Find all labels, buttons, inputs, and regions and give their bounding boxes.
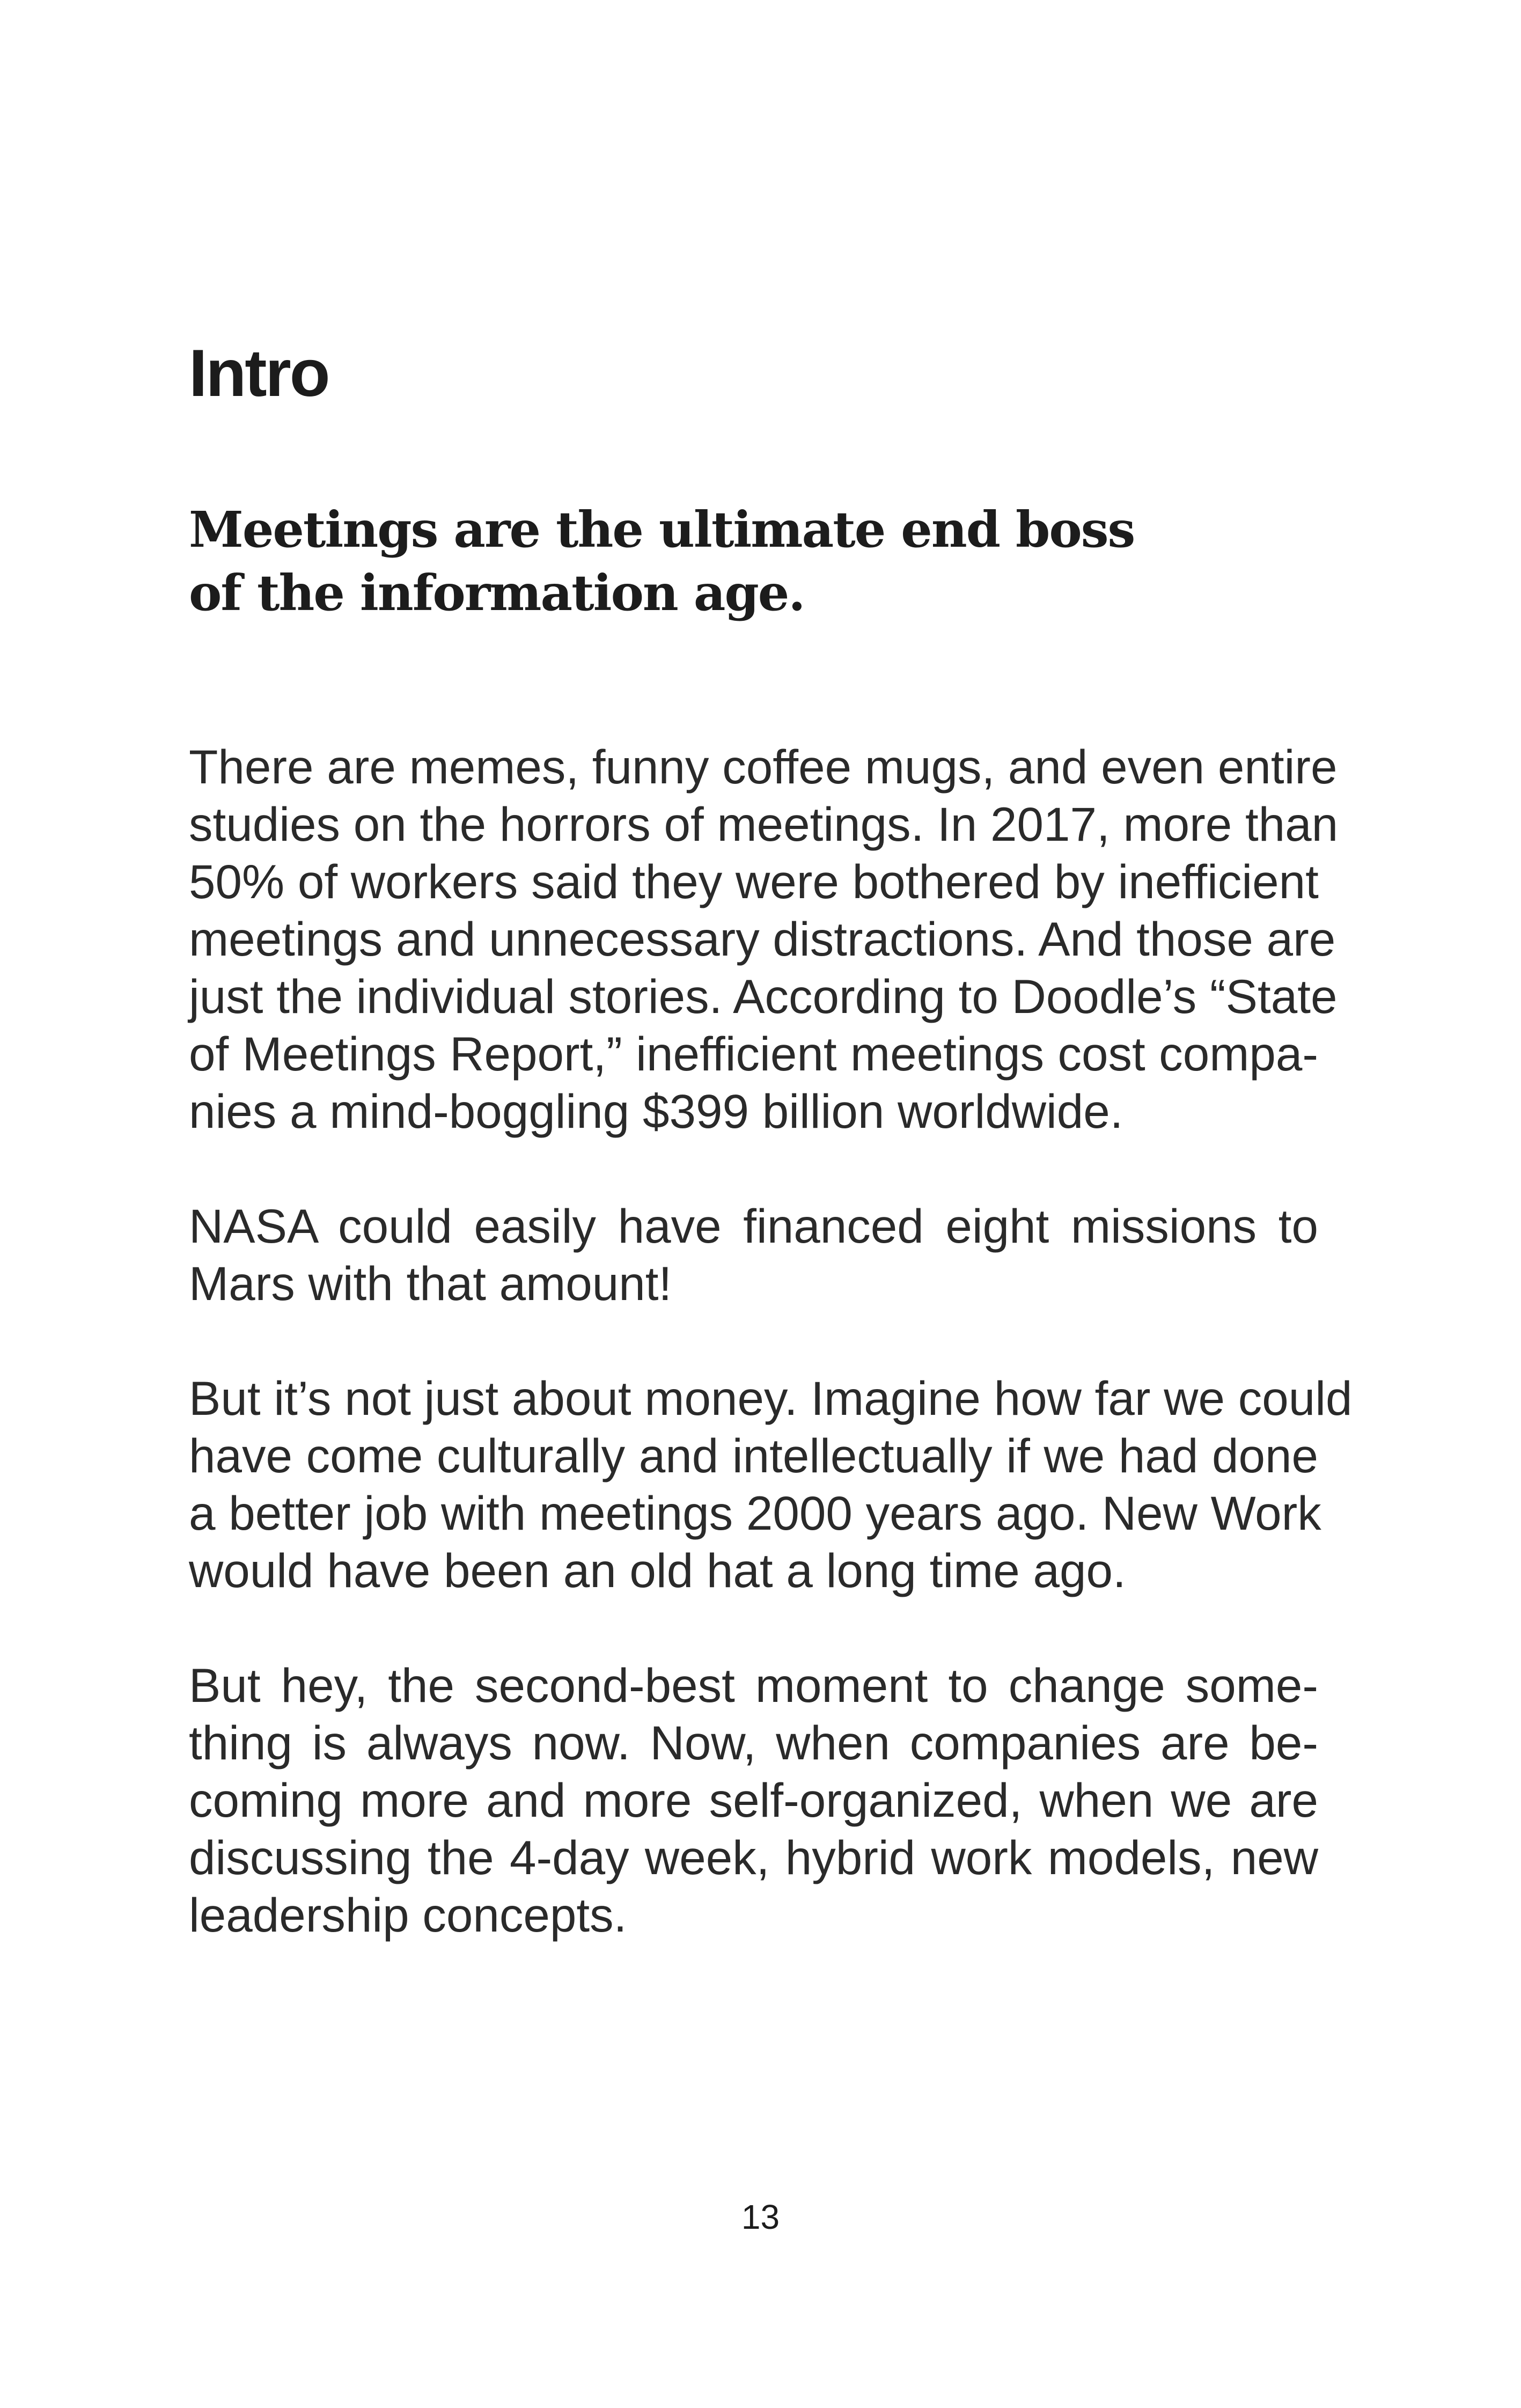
text-line: 50% of workers said they were bothered by inefficient <box>189 855 1319 908</box>
subtitle-line: Meetings are the ultimate end boss <box>189 501 1135 559</box>
text-line: nies a mind-boggling $399 billion worldwide. <box>189 1084 1123 1138</box>
text-line: a better job with meetings 2000 years ago. New Work <box>189 1486 1321 1540</box>
page-number: 13 <box>741 2198 780 2236</box>
text-line: There are memes, funny coffee mugs, and even entire <box>189 740 1338 794</box>
text-line: But hey, the second-best moment to change some- <box>189 1658 1318 1712</box>
text-line: leadership concepts. <box>189 1888 627 1942</box>
paragraph-1 <box>189 738 1339 1140</box>
subtitle-line: of the information age. <box>189 564 805 622</box>
paragraph-3 <box>189 1370 1353 1599</box>
text-line: thing is always now. Now, when companies are be- <box>189 1716 1318 1770</box>
chapter-title: Intro <box>189 336 329 410</box>
text-line: meetings and unnecessary distractions. And those are <box>189 912 1336 966</box>
text-line: discussing the 4-day week, hybrid work models, new <box>189 1831 1318 1884</box>
text-line: But it’s not just about money. Imagine how far we could <box>189 1371 1353 1425</box>
body-text <box>189 738 1353 2001</box>
text-line: studies on the horrors of meetings. In 2017, more than <box>189 797 1339 851</box>
text-line: of Meetings Report,” inefficient meetings cost compa- <box>189 1027 1318 1081</box>
text-line: have come culturally and intellectually if we had done <box>189 1429 1318 1482</box>
text-line: coming more and more self-organized, when we are <box>189 1773 1318 1827</box>
text-line: NASA could easily have financed eight missions to <box>189 1199 1318 1253</box>
chapter-subtitle <box>189 498 1342 625</box>
paragraph-4 <box>189 1657 1318 1944</box>
text-line: would have been an old hat a long time ago. <box>189 1544 1126 1597</box>
paragraph-2 <box>189 1198 1318 1312</box>
text-line: just the individual stories. According to Doodle’s “State <box>189 970 1338 1023</box>
text-line: Mars with that amount! <box>189 1257 672 1310</box>
